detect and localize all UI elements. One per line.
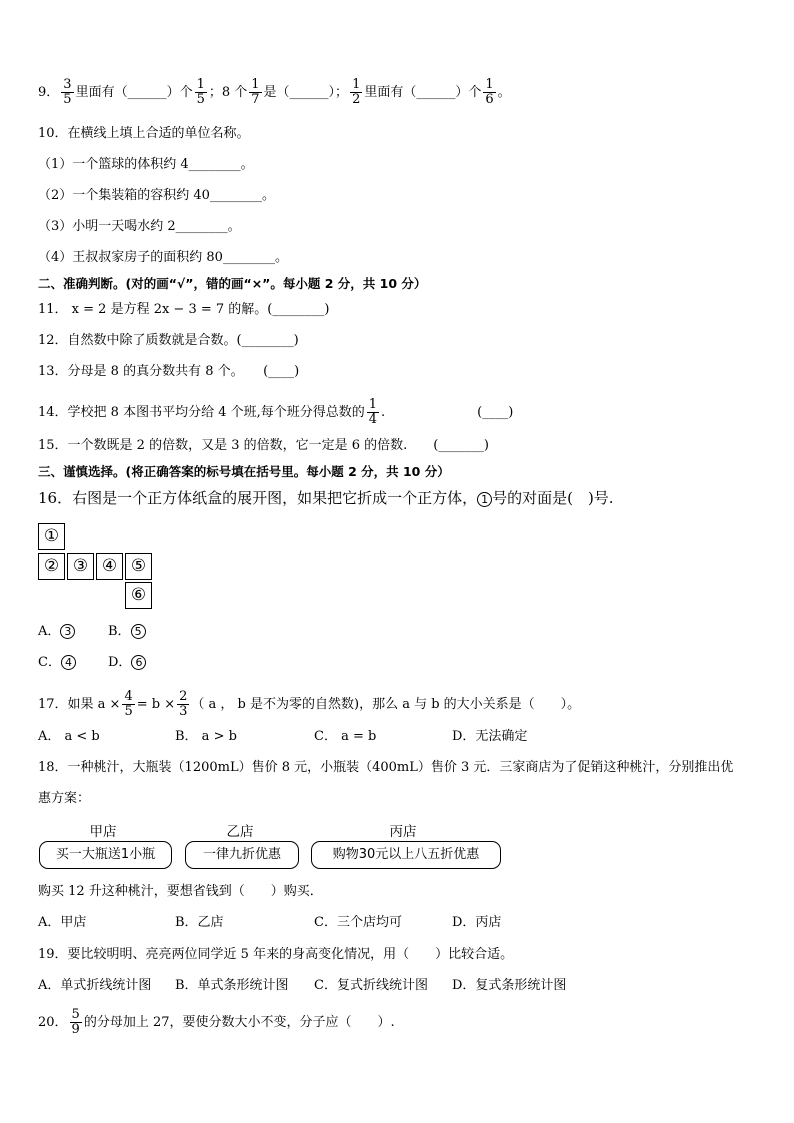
option-a[interactable]: A．单式折线统计图: [38, 978, 152, 993]
circled-number: 1: [477, 492, 492, 507]
fraction: $\frac{1}{2}$: [352, 77, 361, 107]
option-a[interactable]: A． 3: [38, 622, 75, 642]
fraction: $\frac{1}{5}$: [196, 77, 205, 107]
net-cell: ②: [38, 553, 65, 580]
option-d[interactable]: D．丙店: [452, 915, 502, 930]
circled-number: 3: [60, 624, 75, 639]
question-12: 12．自然数中除了质数就是合数。(________): [38, 333, 299, 348]
question-18-line1: 18．一种桃汁，大瓶装（1200mL）售价 8 元，小瓶装（400mL）售价 3 元．三家商店为了促销这种桃汁，分别推出优: [38, 760, 734, 775]
fraction: $\frac{2}{3}$: [179, 689, 188, 719]
cube-net-diagram: [38, 523, 154, 609]
option-a[interactable]: A．甲店: [38, 915, 87, 930]
fraction: $\frac{4}{5}$: [124, 689, 133, 719]
question-15: 15．一个数既是 2 的倍数，又是 3 的倍数，它一定是 6 的倍数. (_______): [38, 438, 489, 453]
shop-name: 甲店: [89, 824, 117, 840]
question-10-item: （4）王叔叔家房子的面积约 80________。: [38, 250, 288, 265]
fraction: $\frac{3}{5}$: [63, 77, 72, 107]
shop-offer-box: 购物30元以上八五折优惠: [311, 841, 501, 869]
option-b[interactable]: B．单式条形统计图: [175, 978, 289, 993]
question-14: 14．学校把 8 本图书平均分给 4 个班,每个班分得总数的 $\frac{1}{4}$ . (____): [38, 397, 514, 427]
option-d[interactable]: D．无法确定: [452, 729, 528, 744]
option-c[interactable]: C． a = b: [314, 729, 377, 744]
shop-offer-box: 买一大瓶送1小瓶: [39, 841, 172, 869]
section-heading: 三、谨慎选择。(将正确答案的标号填在括号里。每小题 2 分，共 10 分）: [38, 464, 450, 479]
fraction: $\frac{5}{9}$: [71, 1007, 80, 1037]
option-b[interactable]: B． a > b: [175, 729, 237, 744]
shop-name: 丙店: [389, 824, 417, 840]
question-16-stem: 16．右图是一个正方体纸盒的展开图，如果把它折成一个正方体， 1 号的对面是( )号.: [38, 489, 614, 507]
question-18-line2: 惠方案：: [38, 791, 91, 806]
shop-offer-box: 一律九折优惠: [185, 841, 299, 869]
shop-name: 乙店: [226, 824, 254, 840]
fraction: $\frac{1}{6}$: [485, 77, 494, 107]
option-c[interactable]: C．复式折线统计图: [314, 978, 428, 993]
circled-number: 6: [131, 655, 146, 670]
question-10-stem: 10．在横线上填上合适的单位名称。: [38, 126, 250, 141]
circled-number: 4: [61, 655, 76, 670]
circled-number: 5: [131, 624, 146, 639]
section-heading: 二、准确判断。(对的画“√”，错的画“×”。每小题 2 分，共 10 分）: [38, 276, 427, 291]
question-10-item: （1）一个篮球的体积约 4________。: [38, 157, 254, 172]
option-d[interactable]: D． 6: [108, 653, 146, 673]
net-cell: ⑤: [125, 553, 152, 580]
question-9: 9． $\frac{3}{5}$ 里面有（______）个 $\frac{1}{5}$ ；8 个 $\frac{1}{7}$ 是（______）； $\frac{1}{2}$ 里面有（______）个 $\frac{1}{6}$ 。: [38, 77, 511, 107]
question-10-item: （3）小明一天喝水约 2________。: [38, 219, 241, 234]
option-c[interactable]: C．三个店均可: [314, 915, 402, 930]
question-11: 11． x = 2 是方程 2x − 3 = 7 的解。(________): [38, 302, 330, 317]
option-b[interactable]: B． 5: [108, 622, 146, 642]
net-cell: ④: [96, 553, 123, 580]
fraction: $\frac{1}{7}$: [251, 77, 260, 107]
question-13: 13．分母是 8 的真分数共有 8 个。 (____): [38, 364, 300, 379]
question-17: 17．如果 a × $\frac{4}{5}$ = b × $\frac{2}{3}$ （ a ， b 是不为零的自然数)，那么 a 与 b 的大小关系是（ ）。: [38, 689, 581, 719]
option-c[interactable]: C． 4: [38, 653, 76, 673]
option-a[interactable]: A． a < b: [38, 729, 100, 744]
net-cell: ①: [38, 523, 65, 550]
question-10-item: （2）一个集装箱的容积约 40________。: [38, 188, 275, 203]
fraction: $\frac{1}{4}$: [368, 397, 378, 427]
question-20: 20． $\frac{5}{9}$ 的分母加上 27，要使分数大小不变，分子应（ ）.: [38, 1007, 395, 1037]
net-cell: ③: [67, 553, 94, 580]
option-d[interactable]: D．复式条形统计图: [452, 978, 567, 993]
net-cell: ⑥: [125, 582, 152, 609]
question-18-prompt: 购买 12 升这种桃汁，要想省钱到（ ）购买．: [38, 884, 323, 899]
question-19: 19．要比较明明、亮亮两位同学近 5 年来的身高变化情况，用（ ）比较合适。: [38, 947, 514, 962]
option-b[interactable]: B．乙店: [175, 915, 224, 930]
